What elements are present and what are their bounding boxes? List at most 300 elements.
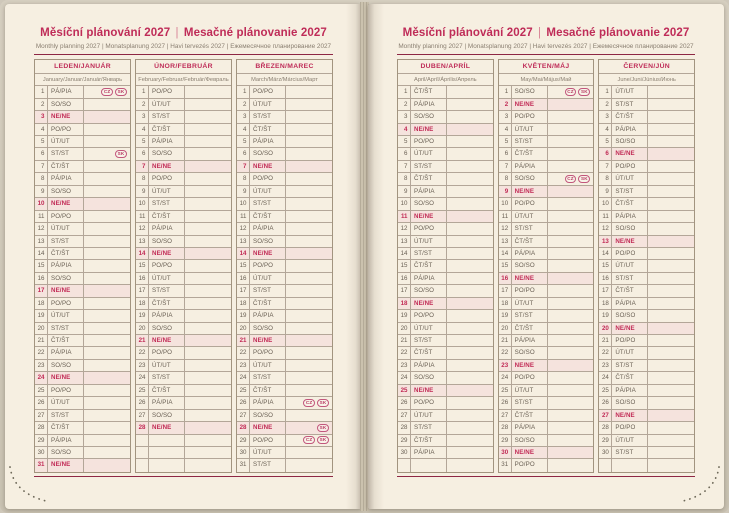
notes-cell [84,285,130,296]
weekday-label: SO/SO [612,397,648,408]
weekday-label: ST/ST [411,248,447,259]
day-row [136,410,231,422]
weekday-label: ST/ST [48,236,84,247]
notes-cell [185,298,231,309]
day-row [499,136,594,148]
day-row [599,198,694,210]
day-number: 20 [136,323,149,334]
day-number: 19 [35,310,48,321]
day-row [136,198,231,210]
day-row [499,99,594,111]
day-row [499,422,594,434]
notes-cell [185,397,231,408]
notes-cell [447,285,493,296]
notes-cell [447,335,493,346]
weekday-label: ÚT/UT [149,186,185,197]
day-number: 29 [398,435,411,446]
notes-cell [447,447,493,458]
day-row [398,86,493,98]
weekday-label: PO/PO [411,397,447,408]
weekday-label: PO/PO [48,385,84,396]
day-number: 27 [237,410,250,421]
month-column [498,59,595,473]
day-row [35,447,130,459]
weekday-label: ÚT/UT [48,310,84,321]
weekday-label: SO/SO [612,136,648,147]
weekday-label: PÁ/PIA [250,223,286,234]
day-number: 10 [136,198,149,209]
weekday-label: SO/SO [411,372,447,383]
weekday-label: PO/PO [149,347,185,358]
bottom-rule [397,476,695,477]
notes-cell [548,410,594,421]
notes-cell [84,223,130,234]
day-number: 9 [136,186,149,197]
day-number: 2 [499,99,512,110]
day-row [599,148,694,160]
notes-cell [648,323,694,334]
weekday-label: NE/NE [512,273,548,284]
weekday-label: PO/PO [512,459,548,471]
weekday-label: ČT/ŠT [512,410,548,421]
weekday-label: NE/NE [250,335,286,346]
weekday-label: SO/SO [612,223,648,234]
weekday-label: ČT/ŠT [411,260,447,271]
day-number: 6 [398,148,411,159]
weekday-label: PO/PO [149,260,185,271]
day-row [599,136,694,148]
day-number: 25 [136,385,149,396]
month-subtitle: January/Januar/Január/Январь [35,74,130,86]
day-row [136,422,231,434]
weekday-label: NE/NE [512,360,548,371]
day-row [136,99,231,111]
notes-cell [286,285,332,296]
day-number: 16 [398,273,411,284]
month-title: ČERVEN/JÚN [599,60,694,74]
notes-cell [185,260,231,271]
day-row [398,298,493,310]
month-title: DUBEN/APRÍL [398,60,493,74]
day-number: 12 [237,223,250,234]
weekday-label: ČT/ŠT [512,323,548,334]
day-row [599,397,694,409]
day-number: 21 [599,335,612,346]
notes-cell [286,273,332,284]
day-number: 28 [136,422,149,433]
day-row [398,223,493,235]
day-row [237,435,332,447]
day-row [499,347,594,359]
notes-cell [447,310,493,321]
day-number: 2 [599,99,612,110]
notes-cell [447,173,493,184]
day-row [499,273,594,285]
weekday-label: ST/ST [149,285,185,296]
left-month-columns [34,59,333,473]
day-number: 30 [398,447,411,458]
notes-cell [185,385,231,396]
notes-cell [548,148,594,159]
notes-cell [447,397,493,408]
weekday-label: SO/SO [48,273,84,284]
day-row [499,223,594,235]
day-row [499,459,594,471]
notes-cell [84,248,130,259]
day-number: 4 [136,124,149,135]
day-row [35,124,130,136]
day-row [499,323,594,335]
day-number: 23 [136,360,149,371]
notes-cell [447,136,493,147]
day-row [237,148,332,160]
day-row [35,385,130,397]
notes-cell [185,323,231,334]
weekday-label: PO/PO [250,86,286,97]
notes-cell [286,186,332,197]
day-number: 8 [499,173,512,184]
weekday-label: ST/ST [250,372,286,383]
day-row [398,124,493,136]
notes-cell [286,410,332,421]
notes-cell [286,99,332,110]
day-row [136,298,231,310]
day-row [499,410,594,422]
notes-cell [185,360,231,371]
notes-cell [185,173,231,184]
day-row [136,372,231,384]
weekday-label: PO/PO [48,298,84,309]
weekday-label: PO/PO [612,161,648,172]
day-row [398,173,493,185]
day-row [599,236,694,248]
day-number: 3 [499,111,512,122]
day-row [237,236,332,248]
day-row [237,273,332,285]
notes-cell [447,198,493,209]
day-number: 11 [237,211,250,222]
notes-cell [548,310,594,321]
weekday-label: PO/PO [149,86,185,97]
day-row [599,223,694,235]
day-row [35,99,130,111]
notes-cell [185,136,231,147]
weekday-label: ČT/ŠT [411,435,447,446]
day-row [599,410,694,422]
notes-cell [548,236,594,247]
weekday-label [149,447,185,458]
day-number: 28 [599,422,612,433]
notes-cell [286,236,332,247]
day-row [35,248,130,260]
notes-cell [185,347,231,358]
weekday-label: ST/ST [149,198,185,209]
weekday-label: ČT/ŠT [149,385,185,396]
day-number: 21 [35,335,48,346]
weekday-label: PO/PO [612,248,648,259]
day-number: 26 [237,397,250,408]
weekday-label: ST/ST [512,136,548,147]
day-number: 15 [599,260,612,271]
weekday-label: SO/SO [250,236,286,247]
day-number: 28 [398,422,411,433]
weekday-label: ST/ST [250,198,286,209]
day-number: 6 [237,148,250,159]
day-number: 2 [237,99,250,110]
day-row [599,99,694,111]
day-row [599,385,694,397]
weekday-label: PÁ/PIA [48,86,84,97]
notes-cell [548,447,594,458]
weekday-label: SO/SO [411,111,447,122]
day-number: 9 [35,186,48,197]
day-number: 24 [599,372,612,383]
notes-cell [548,360,594,371]
day-number: 3 [35,111,48,122]
day-row [237,372,332,384]
notes-cell [648,372,694,383]
day-row [35,422,130,434]
holiday-badge-sk: SK [578,175,590,183]
day-number: 17 [398,285,411,296]
day-row [398,372,493,384]
month-title: ÚNOR/FEBRUÁR [136,60,231,74]
notes-cell [447,459,493,471]
holiday-badge-sk: SK [115,88,127,96]
day-number: 17 [35,285,48,296]
day-number: 29 [599,435,612,446]
weekday-label: ÚT/UT [149,273,185,284]
notes-cell [548,459,594,471]
day-number: 19 [136,310,149,321]
day-number: 23 [599,360,612,371]
day-number: 8 [35,173,48,184]
notes-cell [447,372,493,383]
notes-cell [447,260,493,271]
day-row [136,223,231,235]
day-row [35,372,130,384]
day-number: 1 [499,86,512,97]
notes-cell [286,435,332,446]
weekday-label: ČT/ŠT [612,198,648,209]
day-number: 16 [499,273,512,284]
day-number: 30 [499,447,512,458]
header-rule [397,54,695,55]
weekday-label: ČT/ŠT [48,422,84,433]
weekday-label: PÁ/PIA [512,248,548,259]
weekday-label: PO/PO [48,211,84,222]
notes-cell [84,99,130,110]
notes-cell [185,198,231,209]
day-number: 20 [599,323,612,334]
holiday-badge-sk: SK [317,424,329,432]
notes-cell [185,285,231,296]
month-day-rows [599,86,694,472]
month-subtitle: March/März/Március/Март [237,74,332,86]
weekday-label: ST/ST [612,99,648,110]
day-number: 15 [398,260,411,271]
notes-cell [84,323,130,334]
weekday-label: PO/PO [411,223,447,234]
day-number: 29 [35,435,48,446]
day-number: 16 [599,273,612,284]
day-number: 26 [599,397,612,408]
notes-cell [286,223,332,234]
day-row [35,111,130,123]
day-number: 28 [35,422,48,433]
day-number: 1 [398,86,411,97]
day-row [398,161,493,173]
day-number: 18 [398,298,411,309]
weekday-label: NE/NE [149,335,185,346]
weekday-label: NE/NE [48,111,84,122]
weekday-label: PO/PO [48,124,84,135]
notes-cell [548,223,594,234]
day-row [136,447,231,459]
weekday-label: ÚT/UT [512,298,548,309]
notes-cell [84,310,130,321]
day-number: 16 [136,273,149,284]
day-row [35,223,130,235]
day-number: 4 [398,124,411,135]
weekday-label: ÚT/UT [612,173,648,184]
day-row [237,360,332,372]
day-number: 17 [599,285,612,296]
day-number: 31 [499,459,512,471]
weekday-label: PÁ/PIA [612,385,648,396]
month-day-rows [35,86,130,472]
day-number: 19 [499,310,512,321]
day-row [599,248,694,260]
notes-cell [286,323,332,334]
day-row [398,198,493,210]
day-number: 20 [398,323,411,334]
day-row [499,285,594,297]
day-number: 12 [136,223,149,234]
notes-cell [447,323,493,334]
day-number: 22 [136,347,149,358]
day-number: 9 [599,186,612,197]
day-number: 8 [136,173,149,184]
notes-cell [84,124,130,135]
notes-cell [84,435,130,446]
title-divider: | [175,27,179,39]
day-number: 29 [237,435,250,446]
weekday-label: ČT/ŠT [48,248,84,259]
notes-cell [447,86,493,97]
notes-cell [648,360,694,371]
notes-cell [447,148,493,159]
weekday-label: PO/PO [512,285,548,296]
weekday-label: ST/ST [512,397,548,408]
weekday-label: ÚT/UT [612,347,648,358]
day-row [35,397,130,409]
weekday-label: ÚT/UT [512,124,548,135]
weekday-label: ÚT/UT [48,223,84,234]
day-row [599,447,694,459]
day-row [237,99,332,111]
day-row [35,347,130,359]
weekday-label: NE/NE [48,198,84,209]
day-number: 25 [599,385,612,396]
weekday-label: PO/PO [512,198,548,209]
day-row [136,285,231,297]
day-row [398,260,493,272]
notes-cell [447,99,493,110]
notes-cell [185,161,231,172]
month-day-rows [499,86,594,472]
right-page [368,4,724,509]
weekday-label: PO/PO [612,422,648,433]
weekday-label: SO/SO [48,447,84,458]
weekday-label: NE/NE [612,410,648,421]
day-row [35,459,130,471]
weekday-label: ST/ST [612,186,648,197]
bottom-rule [34,476,333,477]
day-row [237,136,332,148]
day-row [599,372,694,384]
weekday-label: ST/ST [250,111,286,122]
weekday-label: NE/NE [612,323,648,334]
day-number: 14 [136,248,149,259]
notes-cell [548,211,594,222]
day-number: 19 [398,310,411,321]
day-row [237,335,332,347]
weekday-label: ÚT/UT [411,236,447,247]
weekday-label: SO/SO [48,99,84,110]
weekday-label: SO/SO [512,173,548,184]
weekday-label: ST/ST [250,459,286,471]
day-row [35,161,130,173]
day-row [237,260,332,272]
weekday-label: NE/NE [48,285,84,296]
day-row [398,410,493,422]
header-rule [34,54,333,55]
notes-cell [185,447,231,458]
weekday-label: NE/NE [149,248,185,259]
weekday-label: PÁ/PIA [149,397,185,408]
day-row [35,335,130,347]
day-number: 26 [35,397,48,408]
notes-cell [648,422,694,433]
weekday-label: NE/NE [612,148,648,159]
day-number: 7 [136,161,149,172]
weekday-label: NE/NE [149,422,185,433]
day-number: 30 [35,447,48,458]
day-number: 4 [35,124,48,135]
day-number: 22 [237,347,250,358]
notes-cell [185,99,231,110]
weekday-label: PO/PO [512,111,548,122]
notes-cell [84,260,130,271]
holiday-badge-cz: CZ [303,436,315,444]
weekday-label: ÚT/UT [612,86,648,97]
notes-cell [648,397,694,408]
notes-cell [447,236,493,247]
notes-cell [548,124,594,135]
weekday-label: ST/ST [149,372,185,383]
day-number: 24 [398,372,411,383]
day-row [136,347,231,359]
day-number: 5 [237,136,250,147]
month-column [135,59,232,473]
day-row [499,360,594,372]
day-row [499,148,594,160]
day-number: 8 [599,173,612,184]
notes-cell [648,298,694,309]
day-number: 13 [499,236,512,247]
notes-cell [648,273,694,284]
